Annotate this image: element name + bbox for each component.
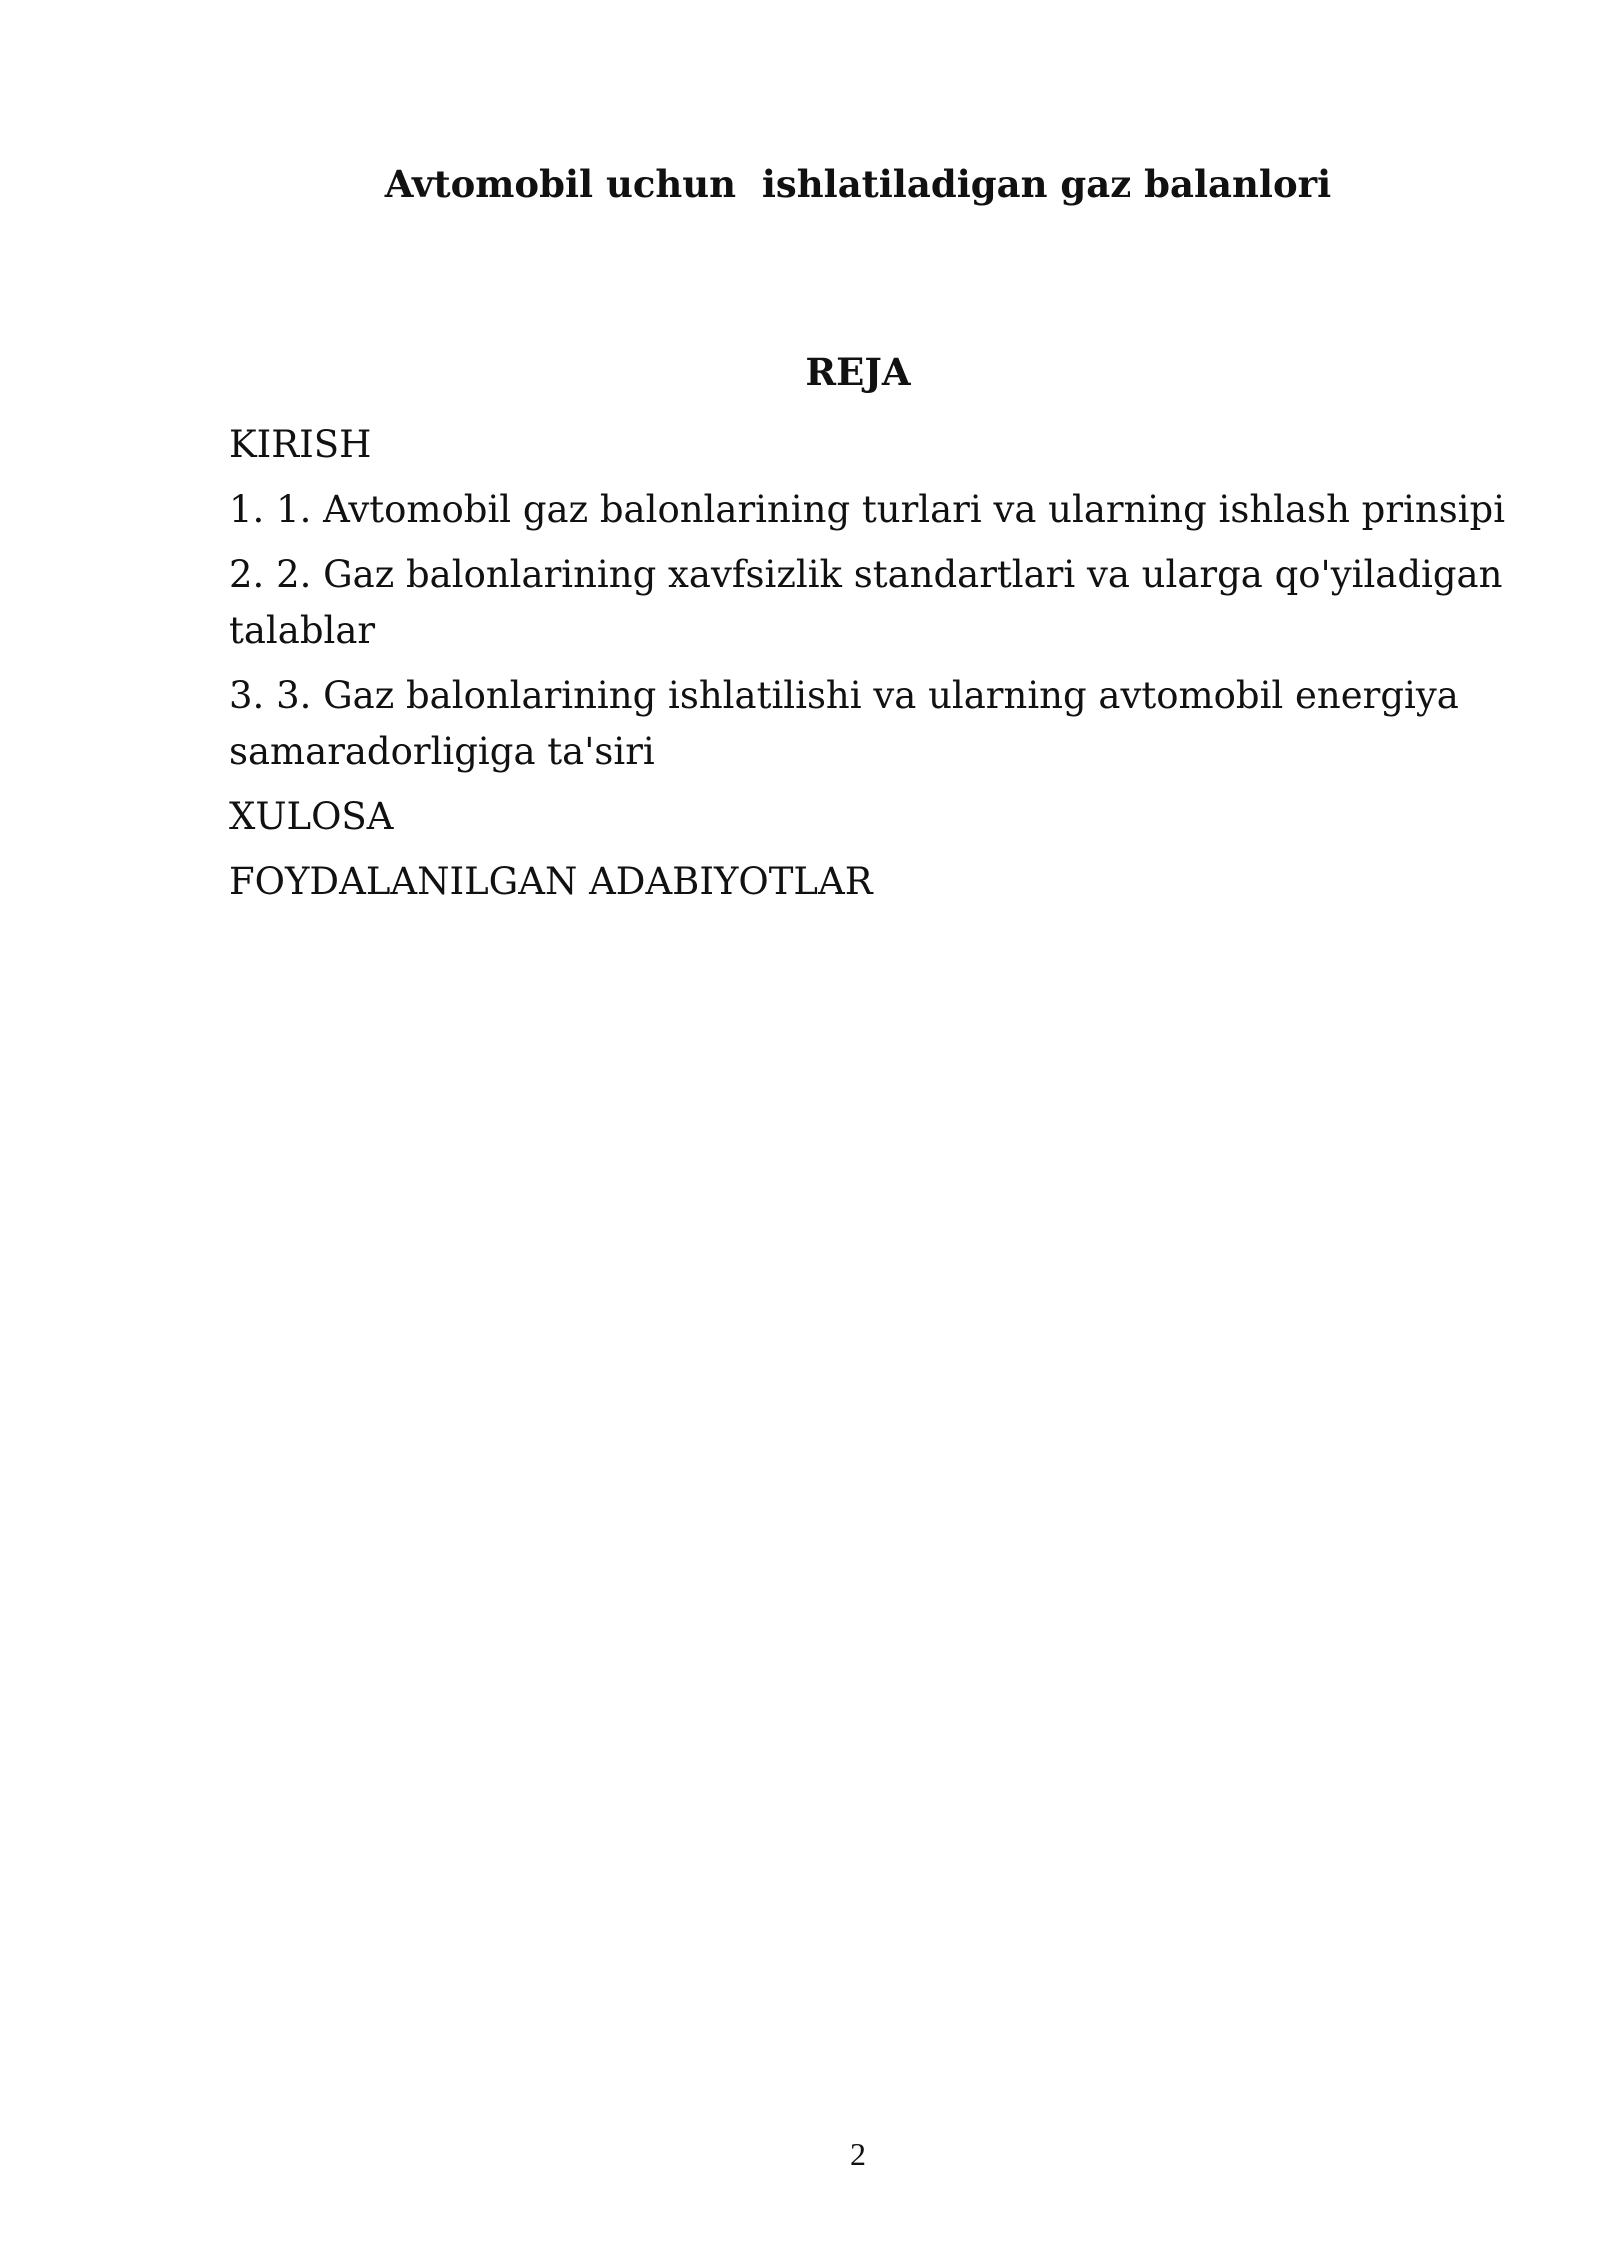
page-number: 2 — [850, 2136, 866, 2172]
toc-item-introduction: KIRISH — [229, 423, 372, 466]
plan-heading: REJA — [805, 350, 911, 394]
document-title: Avtomobil uchun ishlatiladigan gaz balanlori — [384, 162, 1332, 206]
toc-item-2: 2. 2. Gaz balonlarining xavfsizlik standartlari va ularga qo'yiladigan talablar — [229, 553, 1503, 652]
toc-item-conclusion: XULOSA — [229, 795, 394, 838]
toc-item-references: FOYDALANILGAN ADABIYOTLAR — [229, 860, 873, 903]
table-of-contents — [229, 417, 1529, 919]
toc-item-3: 3. 3. Gaz balonlarining ishlatilishi va ularning avtomobil energiya samaradorligiga ta'siri — [229, 674, 1459, 773]
toc-item-1: 1. 1. Avtomobil gaz balonlarining turlari va ularning ishlash prinsipi — [229, 488, 1506, 531]
